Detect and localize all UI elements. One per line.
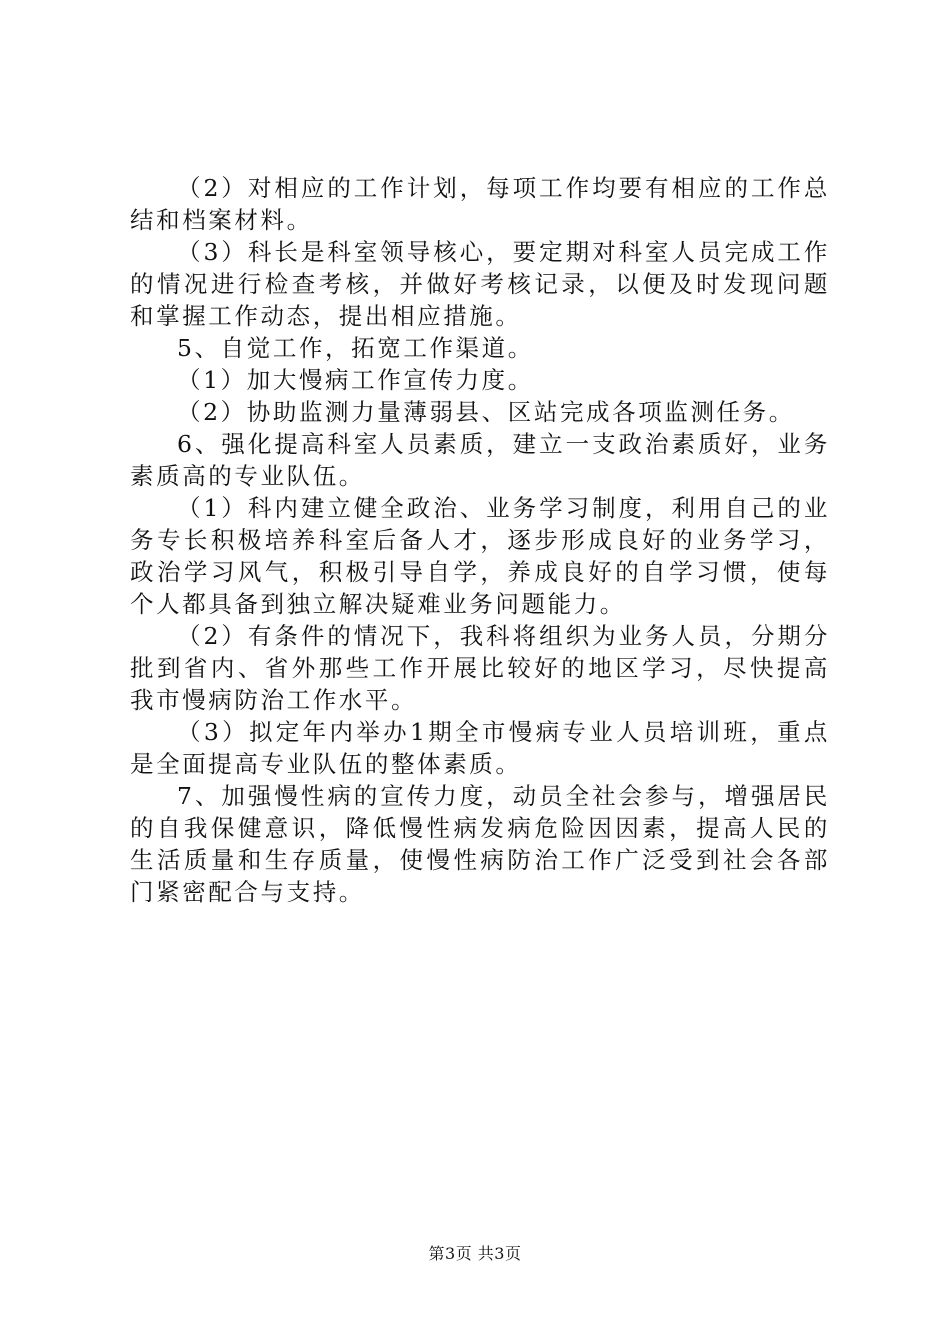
paragraph-6-1-study-system: （1）科内建立健全政治、业务学习制度，利用自己的业务专长积极培养科室后备人才，逐步形成良好的业务学习，政治学习风气，积极引导自学，养成良好的自学习惯，使每个人都具备到独立解决疑难业务问题能力。	[130, 494, 830, 618]
paragraph-5-2-monitoring: （2）协助监测力量薄弱县、区站完成各项监测任务。	[177, 398, 795, 426]
paragraph-5-1-publicity: （1）加大慢病工作宣传力度。	[177, 366, 534, 394]
paragraph-item-7: 7、加强慢性病的宣传力度，动员全社会参与，增强居民的自我保健意识，降低慢性病发病危险因因素，提高人民的生活质量和生存质量，使慢性病防治工作广泛受到社会各部门紧密配合与支持。	[130, 782, 830, 906]
paragraph-2-work-summary: （2）对相应的工作计划，每项工作均要有相应的工作总结和档案材料。	[130, 174, 830, 234]
page-number-footer: 第3页 共3页	[428, 1244, 522, 1263]
paragraph-item-5: 5、自觉工作，拓宽工作渠道。	[177, 334, 534, 362]
document-body	[130, 172, 830, 908]
paragraph-6-3-training: （3）拟定年内举办1期全市慢病专业人员培训班，重点是全面提高专业队伍的整体素质。	[130, 718, 830, 778]
paragraph-item-6: 6、强化提高科室人员素质，建立一支政治素质好，业务素质高的专业队伍。	[130, 430, 830, 490]
paragraph-6-2-field-study: （2）有条件的情况下，我科将组织为业务人员，分期分批到省内、省外那些工作开展比较好的地区学习，尽快提高我市慢病防治工作水平。	[130, 622, 830, 714]
paragraph-3-section-chief: （3）科长是科室领导核心，要定期对科室人员完成工作的情况进行检查考核，并做好考核记录，以便及时发现问题和掌握工作动态，提出相应措施。	[130, 238, 830, 330]
